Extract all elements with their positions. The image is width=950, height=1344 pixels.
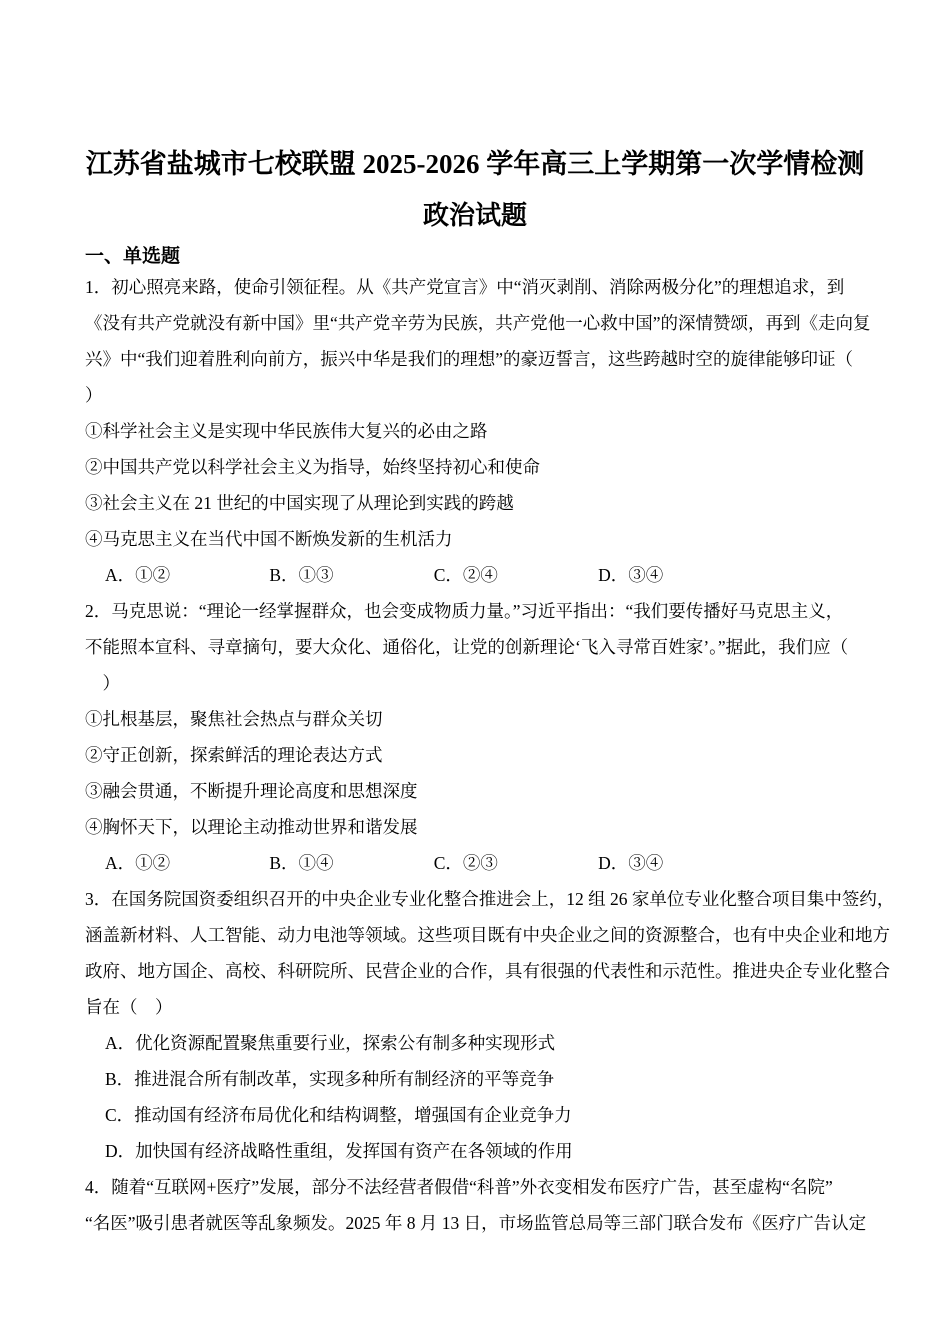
question-1-choice-a: A．①② <box>105 565 171 585</box>
question-1-choice-c: C．②④ <box>433 565 498 585</box>
question-1 <box>85 269 890 593</box>
question-1-choices-row <box>85 557 890 593</box>
question-1-statement-1: ①科学社会主义是实现中华民族伟大复兴的必由之路 <box>85 421 488 441</box>
question-4-stem-line: 4．随着“互联网+医疗”发展，部分不法经营者假借“科普”外衣变相发布医疗广告，甚至虚构“名院” <box>85 1177 833 1197</box>
question-2-statement-1: ①扎根基层，聚焦社会热点与群众关切 <box>85 709 383 729</box>
question-1-choice-d: D．③④ <box>598 565 664 585</box>
page-subtitle: 政治试题 <box>422 201 527 230</box>
question-3-choice-b: B．推进混合所有制改革，实现多种所有制经济的平等竞争 <box>105 1069 555 1089</box>
question-4-stem-line: “名医”吸引患者就医等乱象频发。2025 年 8 月 13 日，市场监管总局等三部门联合发布《医疗广告认定 <box>85 1213 867 1233</box>
question-2-statement-4: ④胸怀天下，以理论主动推动世界和谐发展 <box>85 817 418 837</box>
question-3-stem-line: 旨在（ ） <box>85 997 173 1017</box>
question-2-stem-line: 不能照本宣科、寻章摘句，要大众化、通俗化，让党的创新理论‘飞入寻常百姓家’。”据此，我们应（ <box>85 637 849 657</box>
question-2-choice-d: D．③④ <box>598 853 664 873</box>
question-1-stem-line: ） <box>85 385 103 405</box>
question-3-stem-line: 3．在国务院国资委组织召开的中央企业专业化整合推进会上，12 组 26 家单位专业化整合项目集中签约， <box>85 889 895 909</box>
question-3-stem-line: 政府、地方国企、高校、科研院所、民营企业的合作，具有很强的代表性和示范性。推进央企专业化整合 <box>85 961 890 981</box>
question-2-choice-a: A．①② <box>105 853 171 873</box>
question-1-statement-4: ④马克思主义在当代中国不断焕发新的生机活力 <box>85 529 453 549</box>
question-3-choice-a: A．优化资源配置聚焦重要行业，探索公有制多种实现形式 <box>105 1033 556 1053</box>
question-2 <box>85 593 890 881</box>
question-3 <box>85 881 895 1169</box>
question-1-statement-3: ③社会主义在 21 世纪的中国实现了从理论到实践的跨越 <box>85 493 514 513</box>
question-2-choice-c: C．②③ <box>433 853 498 873</box>
question-3-stem-line: 涵盖新材料、人工智能、动力电池等领域。这些项目既有中央企业之间的资源整合，也有中央企业和地方 <box>85 925 890 945</box>
section-header: 一、单选题 <box>85 246 181 267</box>
question-3-choice-d: D．加快国有经济战略性重组，发挥国有资产在各领域的作用 <box>105 1141 573 1161</box>
question-1-choice-b: B．①③ <box>269 565 334 585</box>
question-2-statement-2: ②守正创新，探索鲜活的理论表达方式 <box>85 745 383 765</box>
question-2-stem-line: ） <box>85 673 120 693</box>
question-2-choice-b: B．①④ <box>269 853 334 873</box>
question-3-choice-c: C．推动国有经济布局优化和结构调整，增强国有企业竞争力 <box>105 1105 572 1125</box>
question-4 <box>85 1169 890 1241</box>
question-1-stem-line: 《没有共产党就没有新中国》里“共产党辛劳为民族，共产党他一心救中国”的深情赞颂，再到《走向复 <box>85 313 871 333</box>
question-1-stem-line: 兴》中“我们迎着胜利向前方，振兴中华是我们的理想”的豪迈誓言，这些跨越时空的旋律能够印证（ <box>85 349 854 369</box>
question-2-statement-3: ③融会贯通，不断提升理论高度和思想深度 <box>85 781 418 801</box>
question-2-choices-row <box>85 845 890 881</box>
question-2-stem-line: 2．马克思说：“理论一经掌握群众，也会变成物质力量。”习近平指出：“我们要传播好马克思主义， <box>85 601 844 621</box>
questions-area <box>85 269 895 1241</box>
question-1-stem-line: 1．初心照亮来路，使命引领征程。从《共产党宣言》中“消灭剥削、消除两极分化”的理想追求，到 <box>85 277 845 297</box>
page-title: 江苏省盐城市七校联盟 2025-2026 学年高三上学期第一次学情检测 <box>85 149 865 179</box>
question-1-statement-2: ②中国共产党以科学社会主义为指导，始终坚持初心和使命 <box>85 457 540 477</box>
